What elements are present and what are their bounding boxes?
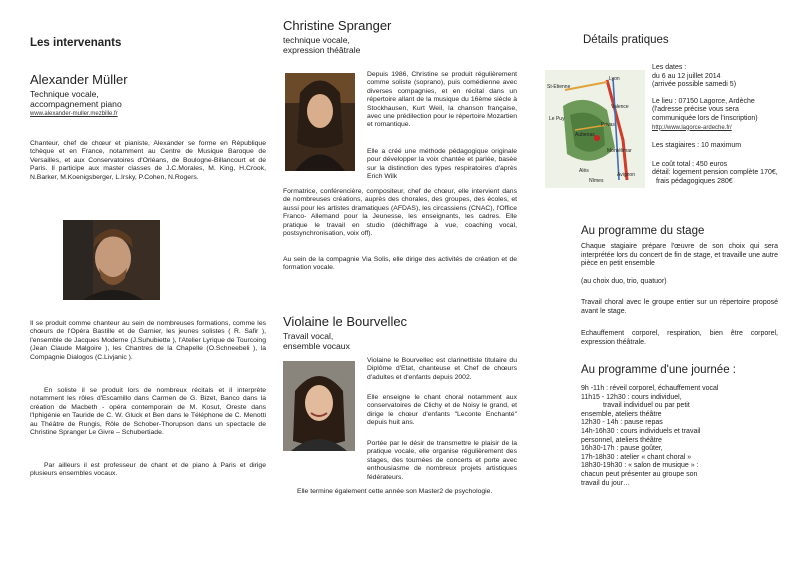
- speaker-bio: Depuis 1986, Christine se produit régulièrement comme soliste (soprano), puis comédienne avec diverses compagnies, et en récital dans un répertoire allant de la musique du 16ème siècle à Stockhausen, Kurt Weil, la chanson française, avec une prédilection pour le répertoire Mozartien et romantique.: [367, 71, 517, 129]
- speaker-bio: Par ailleurs il est professeur de chant et de piano à Paris et dirige plusieurs ensembles vocaux.: [30, 462, 266, 478]
- day-schedule: [581, 385, 781, 488]
- speaker-bio: Portée par le désir de transmettre le plaisir de la pratique vocale, elle organise régulièrement des stages, des tournées de concerts et porte avec enthousiasme de nombreux projets artistiques fédérateurs.: [367, 440, 517, 481]
- speaker-name: Alexander Müller: [30, 72, 128, 87]
- program-text: (au choix duo, trio, quatuor): [581, 278, 667, 285]
- portrait-photo: [285, 73, 355, 171]
- speaker-role: expression théâtrale: [283, 45, 361, 55]
- speaker-bio: Formatrice, conférencière, compositeur, chef de chœur, elle intervient dans de nombreuses créations, auprès des chorales, des groupes, des écoles, et aussi pour les artistes dramatiques (AFDAS), les circassiens (CNAC), l'Office Franco- Allemand pour la Jeunesse, les enseignants, les cadres. Elle pratique le travail en studio (déchiffrage à vue, coaching vocal, postsynchronisation, voix off).: [283, 188, 517, 238]
- schedule-line: ensemble, ateliers théâtre: [581, 410, 662, 418]
- section-heading-program: Au programme du stage: [581, 225, 705, 237]
- speaker-name: Christine Spranger: [283, 18, 392, 33]
- speaker-bio: Elle termine également cette année son Master2 de psychologie.: [297, 488, 493, 495]
- venue: Le lieu : 07150 Lagorce, Ardèche: [652, 97, 755, 105]
- map-label: Alès: [579, 168, 589, 174]
- schedule-line: travail du jour…: [581, 479, 631, 487]
- cost-detail: frais pédagogiques 280€: [656, 177, 733, 185]
- program-text: Echauffement corporel, respiration, bien être corporel, expression théâtrale.: [581, 330, 778, 346]
- program-text: Travail choral avec le groupe entier sur un répertoire proposé avant le stage.: [581, 299, 778, 315]
- section-heading-details: Détails pratiques: [583, 34, 669, 46]
- speaker-role: Travail vocal,: [283, 331, 334, 341]
- map-label: Privas: [601, 122, 615, 128]
- region-map: [545, 70, 645, 188]
- schedule-line: 18h30-19h30 : « salon de musique » :: [581, 462, 699, 470]
- map-label: Nîmes: [589, 178, 604, 184]
- map-label: Avignon: [617, 172, 635, 178]
- speaker-bio: Elle enseigne le chant choral notamment aux conservatoires de Clichy et de Noisy le grand, et dirige le chœur d'enfants "Leconte Enchanté" depuis huit ans.: [367, 394, 517, 427]
- schedule-line: personnel, ateliers théâtre: [581, 436, 662, 444]
- schedule-line: travail individuel ou par petit: [603, 402, 690, 410]
- section-heading-day: Au programme d'une journée :: [581, 364, 736, 376]
- dates-note: (arrivée possible samedi 5): [652, 81, 737, 89]
- speaker-website-link[interactable]: www.alexander-muller.mezbille.fr: [30, 111, 118, 117]
- speaker-bio: Elle a créé une méthode pédagogique originale pour développer la voix chantée et parlée, basée sur la distinction des types respiratoires d'après Erich Wilk: [367, 148, 517, 181]
- venue-note: (l'adresse précise vous sera communiquée lors de l'inscription): [652, 106, 758, 122]
- map-label: St-Etienne: [547, 84, 571, 90]
- schedule-line: 12h30 - 14h : pause repas: [581, 419, 663, 427]
- map-label: Lyon: [609, 76, 620, 82]
- speaker-role: ensemble vocaux: [283, 341, 350, 351]
- portrait-photo: [283, 361, 355, 451]
- schedule-line: 9h -11h : réveil corporel, échauffement vocal: [581, 385, 719, 392]
- total-cost: Le coût total : 450 euros: [652, 160, 728, 168]
- dates-value: du 6 au 12 juillet 2014: [652, 72, 721, 80]
- speaker-role: technique vocale,: [283, 35, 350, 45]
- speaker-name: Violaine le Bourvellec: [283, 314, 408, 329]
- schedule-line: 11h15 - 12h30 : cours individuel,: [581, 393, 682, 401]
- venue-website-link[interactable]: http://www.lagorce-ardeche.fr/: [652, 124, 732, 131]
- speaker-bio: Violaine le Bourvellec est clarinettiste titulaire du Diplôme d'Etat, chanteuse et Chef de chœurs d'adultes et d'enfants depuis 2002.: [367, 357, 517, 381]
- map-label: Montélimar: [607, 148, 632, 154]
- speaker-role: accompagnement piano: [30, 99, 122, 109]
- schedule-line: 17h-18h30 : atelier « chant choral »: [581, 453, 692, 461]
- schedule-line: chacun peut présenter au groupe son: [581, 470, 698, 478]
- section-heading-intervenants: Les intervenants: [30, 37, 122, 49]
- speaker-bio: Chanteur, chef de chœur et pianiste, Alexander se forme en République tchèque et en France, notamment au Centre de Musique Baroque de Versailles, et aux Conservatoires d'Orléans, de Boulogne-Billancourt et de Paris. Il participe aux master classes de J.C.Morales, M. King, H.Crook, N.Barker, M.Koenigsberger, L.Irsky, P.Cohen, N.Rogers.: [30, 140, 266, 181]
- speaker-bio: Il se produit comme chanteur au sein de nombreuses formations, comme les chœurs de l'Opéra Bastille et de Garnier, les jeunes solistes ( R. Safir ), l'ensemble de Jacques Moderne (J.Suhubiette ), l'Atelier Lyrique de Tourcoing (Jean Claude Malgoire ), les Chantres de la Chapelle (O.Schneebeli ), la Compagnie Dialogos (C.Livjanic ).: [30, 320, 266, 361]
- portrait-photo: [63, 220, 160, 300]
- map-label: Le Puy: [549, 116, 565, 122]
- speaker-bio: En soliste il se produit lors de nombreux récitals et il interprète notamment les rôles d'Escamillo dans Carmen de G. Bizet, Banco dans la création de Macbeth - opéra contemporain de M. Kosut, Oreste dans l'Iphigénie en Tauride de C. W. Gluck et Ben dans le Téléphone de C. Menotti au Théâtre de Rungis, Rôle de Schober-Thorupson dans un spectacle de Christine Spranger Le Givre – Schubertiade.: [30, 387, 266, 437]
- speaker-bio: Au sein de la compagnie Via Solis, elle dirige des activités de création et de formation vocale.: [283, 256, 517, 272]
- cost-detail: détail: logement pension complète 170€,: [652, 169, 778, 177]
- schedule-line: 14h-16h30 : cours individuels et travail: [581, 427, 701, 435]
- max-participants: Les stagiaires : 10 maximum: [652, 142, 742, 150]
- speaker-role: Technique vocale,: [30, 89, 99, 99]
- dates-label: Les dates :: [652, 64, 687, 71]
- program-text: Chaque stagiaire prépare l'œuvre de son choix qui sera interprétée lors du concert de fin de stage, et travaille une autre pièce en petit ensemble: [581, 243, 778, 268]
- schedule-line: 16h30-17h : pause goûter,: [581, 445, 663, 453]
- map-label: Aubenas: [575, 132, 595, 138]
- map-label: Valence: [611, 104, 629, 110]
